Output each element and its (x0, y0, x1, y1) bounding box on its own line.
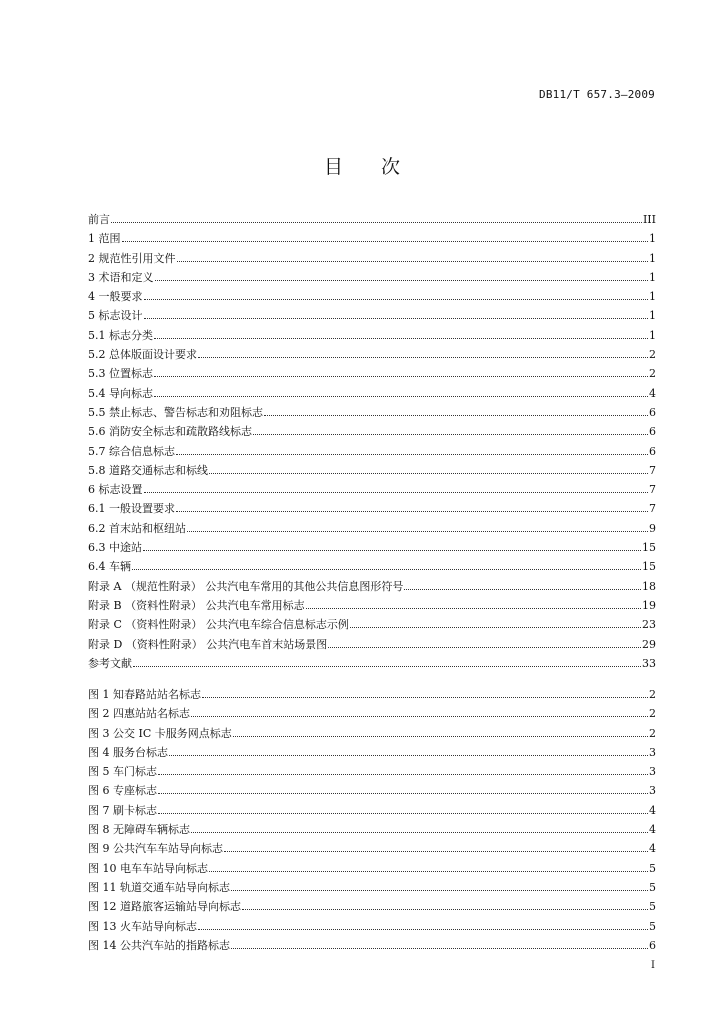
entry-page-number: 3 (649, 765, 656, 779)
figure-entry[interactable] (88, 801, 656, 820)
entry-label: 附录 D （资料性附录） 公共汽电车首末站场景图 (88, 637, 328, 651)
dot-leader (404, 589, 641, 590)
dot-leader (209, 473, 648, 474)
entry-label: 6.3 中途站 (88, 541, 142, 555)
dot-leader (209, 871, 648, 872)
toc-entry[interactable] (88, 403, 656, 422)
entry-label: 5.1 标志分类 (88, 328, 153, 342)
dot-leader (144, 492, 649, 493)
toc-entry[interactable] (88, 210, 656, 229)
entry-page-number: 6 (649, 444, 656, 458)
entry-page-number: 4 (649, 386, 656, 400)
entry-label: 1 范围 (88, 232, 121, 246)
toc-entry[interactable] (88, 461, 656, 480)
dot-leader (169, 755, 648, 756)
toc-entry[interactable] (88, 519, 656, 538)
entry-page-number: 1 (649, 232, 656, 246)
entry-page-number: 4 (649, 842, 656, 856)
entry-page-number: 2 (649, 348, 656, 362)
figure-entry[interactable] (88, 878, 656, 897)
dot-leader (233, 736, 648, 737)
entry-page-number: 1 (649, 251, 656, 265)
figure-entry[interactable] (88, 743, 656, 762)
list-of-figures (88, 685, 656, 955)
dot-leader (144, 299, 649, 300)
entry-label: 图 7 刷卡标志 (88, 803, 157, 817)
entry-page-number: 1 (649, 290, 656, 304)
entry-label: 参考文献 (88, 656, 132, 670)
dot-leader (350, 627, 641, 628)
toc-entry[interactable] (88, 326, 656, 345)
dot-leader (176, 454, 648, 455)
entry-label: 附录 C （资料性附录） 公共汽电车综合信息标志示例 (88, 618, 349, 632)
toc-entry[interactable] (88, 635, 656, 654)
dot-leader (143, 550, 641, 551)
dot-leader (133, 666, 641, 667)
dot-leader (144, 318, 649, 319)
table-of-contents (88, 210, 656, 673)
dot-leader (132, 569, 641, 570)
entry-label: 5.2 总体版面设计要求 (88, 348, 197, 362)
entry-label: 6.2 首末站和枢纽站 (88, 521, 186, 535)
figure-entry[interactable] (88, 820, 656, 839)
entry-page-number: 2 (649, 707, 656, 721)
dot-leader (253, 434, 648, 435)
entry-label: 图 12 道路旅客运输站导向标志 (88, 900, 241, 914)
dot-leader (198, 929, 648, 930)
document-code: DB11/T 657.3—2009 (539, 88, 655, 101)
toc-entry[interactable] (88, 577, 656, 596)
entry-label: 图 2 四惠站站名标志 (88, 707, 190, 721)
dot-leader (191, 716, 648, 717)
dot-leader (154, 338, 648, 339)
entry-label: 3 术语和定义 (88, 270, 154, 284)
entry-label: 5.7 综合信息标志 (88, 444, 175, 458)
entry-page-number: 33 (642, 656, 656, 670)
entry-page-number: 1 (649, 309, 656, 323)
figure-entry[interactable] (88, 704, 656, 723)
entry-label: 5.8 道路交通标志和标线 (88, 463, 208, 477)
entry-page-number: 6 (649, 425, 656, 439)
entry-label: 2 规范性引用文件 (88, 251, 176, 265)
toc-entry[interactable] (88, 596, 656, 615)
entry-page-number: 7 (649, 502, 656, 516)
toc-entry[interactable] (88, 538, 656, 557)
dot-leader (231, 948, 648, 949)
entry-label: 图 1 知春路站站名标志 (88, 688, 201, 701)
entry-page-number: III (642, 213, 656, 226)
dot-leader (198, 357, 648, 358)
dot-leader (177, 261, 649, 262)
entry-label: 图 5 车门标志 (88, 765, 157, 779)
entry-page-number: 7 (649, 463, 656, 477)
entry-page-number: 19 (642, 598, 656, 612)
toc-entry[interactable] (88, 229, 656, 248)
entry-page-number: 29 (642, 637, 656, 651)
dot-leader (191, 832, 648, 833)
entry-page-number: 5 (649, 880, 656, 894)
page-title: 目次 (323, 156, 438, 178)
dot-leader (158, 793, 648, 794)
figure-entry[interactable] (88, 762, 656, 781)
entry-label: 图 8 无障碍车辆标志 (88, 823, 190, 837)
entry-page-number: 2 (649, 367, 656, 381)
figure-entry[interactable] (88, 839, 656, 858)
toc-entry[interactable] (88, 615, 656, 634)
dot-leader (158, 813, 648, 814)
entry-label: 5.4 导向标志 (88, 386, 153, 400)
toc-entry[interactable] (88, 480, 656, 499)
toc-entry[interactable] (88, 442, 656, 461)
dot-leader (264, 415, 648, 416)
dot-leader (224, 851, 648, 852)
toc-entry[interactable] (88, 422, 656, 441)
entry-label: 6 标志设置 (88, 483, 143, 497)
entry-label: 附录 B （资料性附录） 公共汽电车常用标志 (88, 598, 305, 612)
dot-leader (306, 608, 641, 609)
entry-page-number: 23 (642, 618, 656, 632)
toc-entry[interactable] (88, 287, 656, 306)
figure-entry[interactable] (88, 936, 656, 955)
entry-label: 图 11 轨道交通车站导向标志 (88, 880, 230, 894)
dot-leader (154, 376, 648, 377)
entry-label: 附录 A （规范性附录） 公共汽电车常用的其他公共信息图形符号 (88, 579, 404, 593)
entry-label: 图 10 电车车站导向标志 (88, 861, 208, 875)
entry-page-number: 5 (649, 919, 656, 933)
entry-page-number: 4 (649, 803, 656, 817)
entry-label: 5.5 禁止标志、警告标志和劝阻标志 (88, 405, 263, 419)
figure-entry[interactable] (88, 724, 656, 743)
entry-page-number: 1 (649, 328, 656, 342)
entry-label: 前言 (88, 213, 110, 226)
entry-page-number: 15 (642, 560, 656, 574)
toc-entry[interactable] (88, 364, 656, 383)
page-number: I (651, 960, 655, 971)
entry-page-number: 3 (649, 784, 656, 798)
entry-label: 图 13 火车站导向标志 (88, 919, 197, 933)
entry-label: 5 标志设计 (88, 309, 143, 323)
dot-leader (242, 909, 648, 910)
entry-page-number: 3 (649, 745, 656, 759)
toc-entry[interactable] (88, 268, 656, 287)
entry-page-number: 5 (649, 861, 656, 875)
figure-entry[interactable] (88, 859, 656, 878)
entry-page-number: 15 (642, 541, 656, 555)
entry-label: 图 9 公共汽车车站导向标志 (88, 842, 223, 856)
toc-entry[interactable] (88, 654, 656, 673)
dot-leader (111, 222, 642, 223)
figure-entry[interactable] (88, 781, 656, 800)
entry-page-number: 2 (649, 726, 656, 740)
dot-leader (122, 241, 649, 242)
toc-entry[interactable] (88, 249, 656, 268)
entry-page-number: 18 (642, 579, 656, 593)
entry-label: 图 14 公共汽车站的指路标志 (88, 938, 230, 952)
entry-label: 5.3 位置标志 (88, 367, 153, 381)
entry-page-number: 5 (649, 900, 656, 914)
entry-page-number: 6 (649, 405, 656, 419)
entry-label: 5.6 消防安全标志和疏散路线标志 (88, 425, 252, 439)
dot-leader (187, 531, 648, 532)
toc-entry[interactable] (88, 384, 656, 403)
entry-label: 6.1 一般设置要求 (88, 502, 175, 516)
dot-leader (176, 511, 648, 512)
toc-entry[interactable] (88, 557, 656, 576)
entry-label: 图 6 专座标志 (88, 784, 157, 798)
entry-page-number: 6 (649, 938, 656, 952)
toc-entry[interactable] (88, 306, 656, 325)
figure-entry[interactable] (88, 897, 656, 916)
figure-entry[interactable] (88, 685, 656, 704)
dot-leader (158, 774, 648, 775)
toc-entry[interactable] (88, 345, 656, 364)
entry-label: 图 4 服务台标志 (88, 745, 168, 759)
entry-label: 图 3 公交 IC 卡服务网点标志 (88, 726, 232, 740)
dot-leader (154, 396, 648, 397)
entry-label: 6.4 车辆 (88, 560, 131, 574)
entry-page-number: 9 (649, 521, 656, 535)
figure-entry[interactable] (88, 917, 656, 936)
dot-leader (328, 647, 641, 648)
entry-page-number: 1 (649, 270, 656, 284)
entry-page-number: 7 (649, 483, 656, 497)
dot-leader (155, 280, 649, 281)
entry-label: 4 一般要求 (88, 290, 143, 304)
entry-page-number: 4 (649, 823, 656, 837)
entry-page-number: 2 (649, 688, 656, 701)
toc-entry[interactable] (88, 499, 656, 518)
dot-leader (231, 890, 648, 891)
dot-leader (202, 697, 648, 698)
